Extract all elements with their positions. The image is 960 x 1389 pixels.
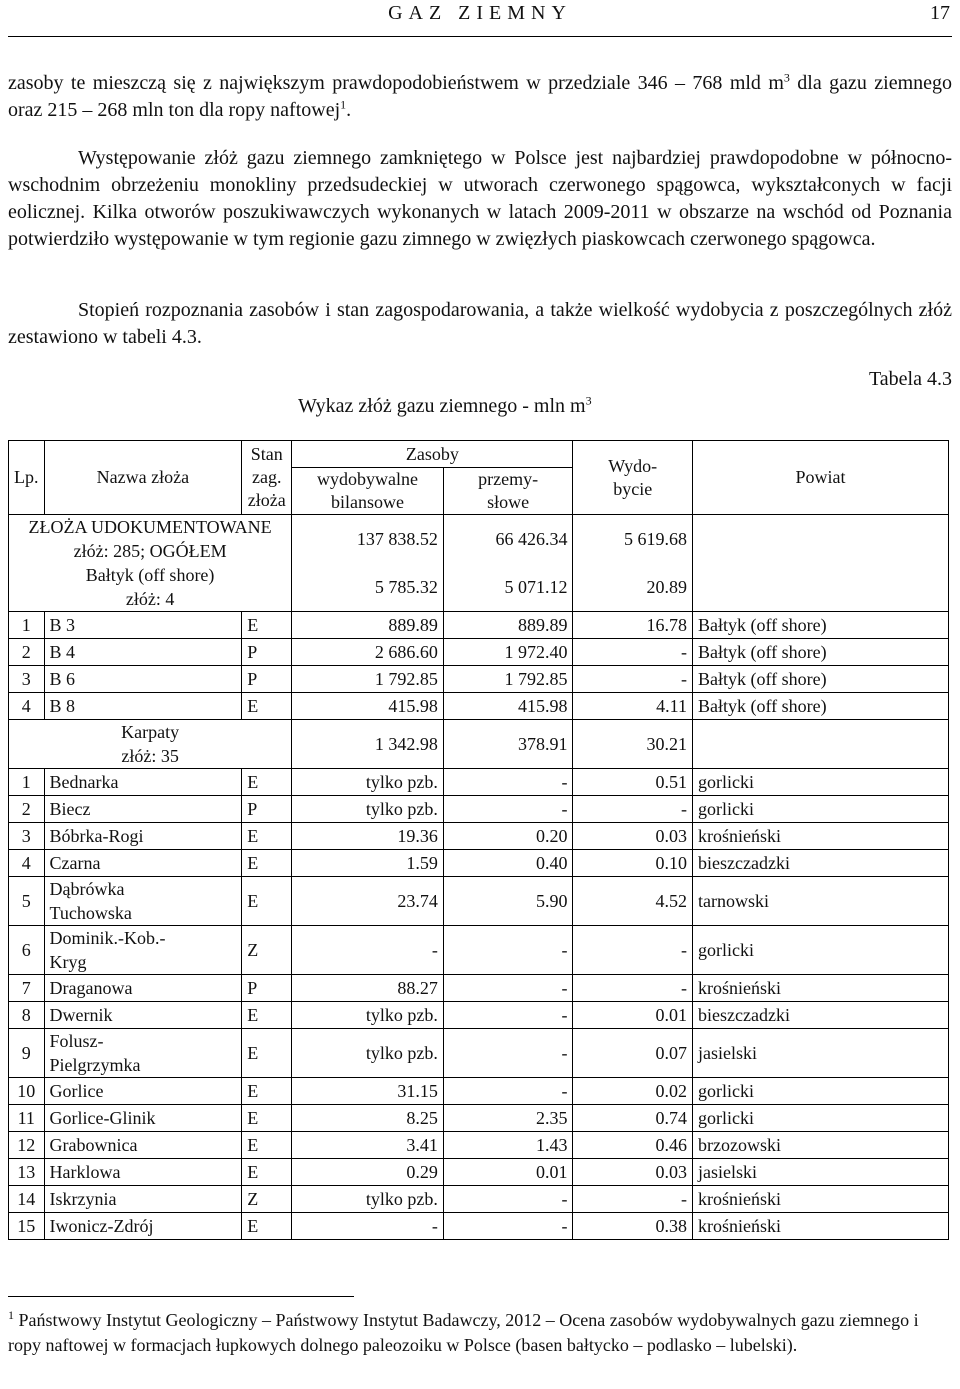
cell-wydobycie: 4.52	[573, 877, 693, 926]
group-powiat	[693, 720, 949, 769]
cell-wydobycie: -	[573, 926, 693, 975]
cell-przemyslowe: 0.40	[443, 850, 573, 877]
group-wydobywalne: 5 785.32	[292, 563, 444, 612]
table-row	[9, 850, 949, 877]
paragraph-3: Stopień rozpoznania zasobów i stan zagospodarowania, a także wielkość wydobycia z poszczególnych złóż zestawiono w tabeli 4.3.	[8, 299, 952, 348]
table-row	[9, 823, 949, 850]
group-powiat	[693, 563, 949, 612]
cell-nazwa: Grabownica	[44, 1132, 242, 1159]
gas-deposits-table	[8, 440, 949, 1240]
cell-wydobycie: 16.78	[573, 612, 693, 639]
cell-wydobywalne: -	[292, 1213, 444, 1240]
cell-przemyslowe: -	[443, 1078, 573, 1105]
cell-powiat: gorlicki	[693, 926, 949, 975]
cell-stan: P	[242, 796, 292, 823]
cell-nazwa: Biecz	[44, 796, 242, 823]
group-label: Bałtyk (off shore) złóż: 4	[9, 563, 292, 612]
paragraph-1: zasoby te mieszczą się z największym prawdopodobieństwem w przedziale 346 – 768 mld $m^3$ dla gazu ziemnego oraz 215 – 268 mln ton dla ropy naftowej$^1$.	[8, 70, 952, 121]
cell-nazwa: Gorlice	[44, 1078, 242, 1105]
cell-lp: 3	[9, 823, 45, 850]
cell-wydobycie: 0.07	[573, 1029, 693, 1078]
cell-przemyslowe: -	[443, 1213, 573, 1240]
table-row	[9, 1132, 949, 1159]
group-row-baltyk	[9, 563, 949, 612]
cell-nazwa: Folusz- Pielgrzymka	[44, 1029, 242, 1078]
cell-wydobycie: 0.02	[573, 1078, 693, 1105]
table-title: Wykaz złóż gazu ziemnego - mln $m^3$	[298, 393, 592, 417]
cell-lp: 1	[9, 769, 45, 796]
cell-przemyslowe: 1 972.40	[443, 639, 573, 666]
cell-wydobywalne: 19.36	[292, 823, 444, 850]
cell-stan: E	[242, 1159, 292, 1186]
cell-lp: 2	[9, 796, 45, 823]
cell-przemyslowe: -	[443, 769, 573, 796]
group-label: Karpaty złóż: 35	[9, 720, 292, 769]
cell-lp: 10	[9, 1078, 45, 1105]
group-row-karpaty	[9, 720, 949, 769]
col-stan: Stan zag. złoża	[242, 441, 292, 515]
cell-powiat: krośnieński	[693, 1213, 949, 1240]
group-przemyslowe: 378.91	[443, 720, 573, 769]
cell-stan: E	[242, 1078, 292, 1105]
footnote: $^1$ Państwowy Instytut Geologiczny – Państwowy Instytut Badawczy, 2012 – Ocena zasobów wydobywalnych gazu ziemnego i ropy naftowej w formacjach łupkowych dolnego paleozoiku w Polsce (basen bałtycko – podlasko – lubelski).	[8, 1308, 919, 1355]
group-wydobywalne: 137 838.52	[292, 515, 444, 564]
cell-stan: E	[242, 823, 292, 850]
table-row	[9, 1186, 949, 1213]
cell-stan: E	[242, 693, 292, 720]
cell-powiat: Bałtyk (off shore)	[693, 666, 949, 693]
cell-nazwa: Iskrzynia	[44, 1186, 242, 1213]
footnote-rule	[8, 1296, 354, 1297]
summary-row-total	[9, 515, 949, 564]
cell-wydobywalne: 3.41	[292, 1132, 444, 1159]
cell-lp: 1	[9, 612, 45, 639]
cell-stan: E	[242, 1213, 292, 1240]
table-row	[9, 639, 949, 666]
table-row	[9, 612, 949, 639]
cell-wydobywalne: 2 686.60	[292, 639, 444, 666]
col-lp: Lp.	[9, 441, 45, 515]
cell-powiat: gorlicki	[693, 1105, 949, 1132]
table-row	[9, 1029, 949, 1078]
table-row	[9, 1159, 949, 1186]
cell-przemyslowe: 5.90	[443, 877, 573, 926]
cell-powiat: jasielski	[693, 1159, 949, 1186]
col-wydobycie: Wydo- bycie	[573, 441, 693, 515]
cell-stan: E	[242, 1132, 292, 1159]
cell-wydobywalne: -	[292, 926, 444, 975]
cell-wydobywalne: 415.98	[292, 693, 444, 720]
cell-stan: E	[242, 877, 292, 926]
group-przemyslowe: 66 426.34	[443, 515, 573, 564]
col-powiat: Powiat	[693, 441, 949, 515]
table-row	[9, 796, 949, 823]
col-przemyslowe: przemy- słowe	[443, 468, 573, 515]
cell-nazwa: Draganowa	[44, 975, 242, 1002]
cell-lp: 4	[9, 850, 45, 877]
cell-nazwa: B 6	[44, 666, 242, 693]
cell-stan: E	[242, 1105, 292, 1132]
cell-przemyslowe: 1.43	[443, 1132, 573, 1159]
group-wydobycie: 30.21	[573, 720, 693, 769]
cell-wydobywalne: 23.74	[292, 877, 444, 926]
cell-stan: E	[242, 1002, 292, 1029]
cell-przemyslowe: -	[443, 796, 573, 823]
cell-nazwa: Iwonicz-Zdrój	[44, 1213, 242, 1240]
cell-wydobycie: -	[573, 1186, 693, 1213]
cell-przemyslowe: 0.20	[443, 823, 573, 850]
cell-wydobycie: 0.01	[573, 1002, 693, 1029]
cell-przemyslowe: 1 792.85	[443, 666, 573, 693]
cell-wydobywalne: tylko pzb.	[292, 796, 444, 823]
table-row	[9, 926, 949, 975]
cell-lp: 7	[9, 975, 45, 1002]
cell-nazwa: Czarna	[44, 850, 242, 877]
cell-wydobywalne: 0.29	[292, 1159, 444, 1186]
cell-wydobycie: -	[573, 975, 693, 1002]
cell-powiat: jasielski	[693, 1029, 949, 1078]
col-wydobywalne: wydobywalne bilansowe	[292, 468, 444, 515]
table-row	[9, 693, 949, 720]
cell-wydobycie: 0.74	[573, 1105, 693, 1132]
cell-wydobycie: -	[573, 796, 693, 823]
cell-wydobywalne: 8.25	[292, 1105, 444, 1132]
cell-wydobywalne: 889.89	[292, 612, 444, 639]
cell-wydobycie: 0.10	[573, 850, 693, 877]
cell-wydobycie: 0.03	[573, 1159, 693, 1186]
cell-powiat: gorlicki	[693, 769, 949, 796]
cell-stan: P	[242, 666, 292, 693]
cell-nazwa: B 4	[44, 639, 242, 666]
col-zasoby: Zasoby	[292, 441, 573, 468]
cell-wydobywalne: 1.59	[292, 850, 444, 877]
cell-lp: 8	[9, 1002, 45, 1029]
running-title: GAZ ZIEMNY	[388, 2, 572, 24]
cell-wydobywalne: tylko pzb.	[292, 1002, 444, 1029]
cell-lp: 11	[9, 1105, 45, 1132]
cell-stan: P	[242, 639, 292, 666]
group-wydobywalne: 1 342.98	[292, 720, 444, 769]
cell-stan: E	[242, 612, 292, 639]
cell-wydobycie: -	[573, 639, 693, 666]
footnote-ref: 1	[340, 97, 347, 112]
table-number: Tabela 4.3	[868, 368, 952, 390]
cell-lp: 14	[9, 1186, 45, 1213]
cell-lp: 12	[9, 1132, 45, 1159]
cell-stan: Z	[242, 926, 292, 975]
cell-lp: 4	[9, 693, 45, 720]
cell-powiat: gorlicki	[693, 796, 949, 823]
cell-powiat: Bałtyk (off shore)	[693, 693, 949, 720]
table-row	[9, 1002, 949, 1029]
cell-wydobycie: 4.11	[573, 693, 693, 720]
cell-lp: 6	[9, 926, 45, 975]
cell-stan: E	[242, 769, 292, 796]
cell-przemyslowe: -	[443, 975, 573, 1002]
group-przemyslowe: 5 071.12	[443, 563, 573, 612]
cell-powiat: brzozowski	[693, 1132, 949, 1159]
cell-powiat: krośnieński	[693, 823, 949, 850]
cell-wydobycie: -	[573, 666, 693, 693]
cell-nazwa: Bednarka	[44, 769, 242, 796]
group-powiat	[693, 515, 949, 564]
cell-nazwa: Dąbrówka Tuchowska	[44, 877, 242, 926]
cell-powiat: tarnowski	[693, 877, 949, 926]
cell-lp: 2	[9, 639, 45, 666]
cell-wydobywalne: 88.27	[292, 975, 444, 1002]
cell-powiat: Bałtyk (off shore)	[693, 612, 949, 639]
cell-nazwa: Bóbrka-Rogi	[44, 823, 242, 850]
cell-powiat: bieszczadzki	[693, 1002, 949, 1029]
table-row	[9, 877, 949, 926]
cell-lp: 13	[9, 1159, 45, 1186]
cell-nazwa: Gorlice-Glinik	[44, 1105, 242, 1132]
cell-powiat: gorlicki	[693, 1078, 949, 1105]
cell-wydobywalne: 31.15	[292, 1078, 444, 1105]
cell-lp: 3	[9, 666, 45, 693]
cell-przemyslowe: -	[443, 1029, 573, 1078]
table-row	[9, 975, 949, 1002]
cell-nazwa: B 3	[44, 612, 242, 639]
table-row	[9, 666, 949, 693]
cell-wydobycie: 0.51	[573, 769, 693, 796]
cell-stan: E	[242, 1029, 292, 1078]
cell-wydobycie: 0.46	[573, 1132, 693, 1159]
cell-przemyslowe: -	[443, 926, 573, 975]
group-wydobycie: 5 619.68	[573, 515, 693, 564]
page-number: 17	[930, 2, 950, 24]
cell-nazwa: Dwernik	[44, 1002, 242, 1029]
table-row	[9, 1078, 949, 1105]
cell-powiat: krośnieński	[693, 975, 949, 1002]
cell-wydobywalne: tylko pzb.	[292, 1186, 444, 1213]
table-row	[9, 1213, 949, 1240]
cell-przemyslowe: -	[443, 1002, 573, 1029]
cell-powiat: Bałtyk (off shore)	[693, 639, 949, 666]
cell-przemyslowe: 0.01	[443, 1159, 573, 1186]
cell-lp: 5	[9, 877, 45, 926]
cell-lp: 15	[9, 1213, 45, 1240]
cell-przemyslowe: 415.98	[443, 693, 573, 720]
cell-lp: 9	[9, 1029, 45, 1078]
col-nazwa: Nazwa złoża	[44, 441, 242, 515]
cell-wydobycie: 0.03	[573, 823, 693, 850]
table-row	[9, 769, 949, 796]
paragraph-2: Występowanie złóż gazu ziemnego zamkniętego w Polsce jest najbardziej prawdopodobne w północno-wschodnim obrzeżeniu monokliny przedsudeckiej w utworach czerwonego spągowca, wykształconych w facji eolicznej. Kilka otworów poszukiwawczych wykonanych w latach 2009-2011 w obszarze na wschód od Poznania potwierdziło występowanie w tym regionie gazu zimnego w zwięzłych piaskowcach czerwonego spągowca.	[8, 147, 952, 250]
cell-wydobywalne: tylko pzb.	[292, 769, 444, 796]
cell-nazwa: B 8	[44, 693, 242, 720]
table-row	[9, 1105, 949, 1132]
cell-nazwa: Dominik.-Kob.- Kryg	[44, 926, 242, 975]
cell-stan: Z	[242, 1186, 292, 1213]
page-header	[8, 0, 952, 37]
group-wydobycie: 20.89	[573, 563, 693, 612]
cell-powiat: krośnieński	[693, 1186, 949, 1213]
cell-przemyslowe: -	[443, 1186, 573, 1213]
group-label: ZŁOŻA UDOKUMENTOWANE złóż: 285; OGÓŁEM	[9, 515, 292, 564]
cell-przemyslowe: 2.35	[443, 1105, 573, 1132]
cell-stan: E	[242, 850, 292, 877]
cell-wydobywalne: tylko pzb.	[292, 1029, 444, 1078]
cell-powiat: bieszczadzki	[693, 850, 949, 877]
cell-przemyslowe: 889.89	[443, 612, 573, 639]
cell-wydobywalne: 1 792.85	[292, 666, 444, 693]
cell-nazwa: Harklowa	[44, 1159, 242, 1186]
cell-stan: P	[242, 975, 292, 1002]
cell-wydobycie: 0.38	[573, 1213, 693, 1240]
